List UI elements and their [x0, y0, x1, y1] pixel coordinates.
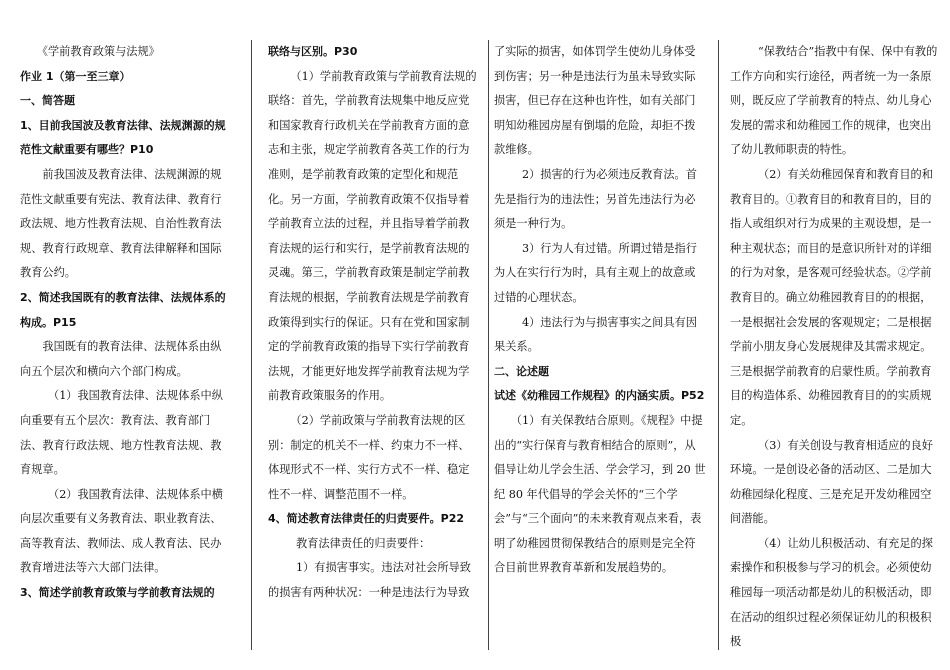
- column-divider: [251, 40, 252, 650]
- answer-4-point-3: 3）行为人有过错。所谓过错是指行为人在实行行为时，具有主观上的故意或过错的心理状态。: [494, 241, 697, 304]
- answer-2-point-1: （1）我国教育法律、法规体系中纵向重要有五个层次：教育法、教育部门法、教育行政法规、地方性教育法规、教育规章。: [20, 389, 223, 477]
- question-2: 2、简述我国既有的教育法律、法规体系的构成。P15: [20, 290, 226, 329]
- question-3-continued: 联络与区别。P30: [268, 45, 358, 58]
- essay-point-2: （2）有关幼稚园保育和教育目的和教育目的。①教育目的和教育目的，目的指人或组织对行为成果的主观设想，是一种主观状态；而目的是意识所针对的详细的行为对象，是客观可经验状态。②学前教育目的。确立幼稚园教育目的的根据，一是根据社会发展的客观规定；二是根据学前小朋友身心发展规律及其需求规定。三是根据学前教育的启蒙性质。学前教育目的构造体系、幼稚园教育目的的实质规定。: [730, 167, 933, 427]
- answer-4-point-2: 2）损害的行为必须违反教育法。首先是指行为的违法性；另首先违法行为必须是一种行为。: [494, 167, 697, 231]
- answer-3-point-2: （2）学前政策与学前教育法规的区别：制定的机关不一样、约束力不一样、体现形式不一样、实行方式不一样、稳定性不一样、调整范围不一样。: [268, 413, 470, 501]
- essay-point-1: （1）有关保教结合原则。《规程》中提出的“实行保育与教育相结合的原则”，从倡导让幼儿学会生活、学会学习，到 20 世纪 80 年代倡导的学会关怀的“三个学会”与“三个面向”的未来教育观点来看，表明了幼稚园贯彻保教结合的原则是完全符合目前世界教育革新和发展趋势的。: [494, 413, 706, 575]
- section-heading-essay: 二、论述题: [494, 364, 549, 378]
- answer-4-intro: 教育法律责任的归责要件：: [296, 536, 431, 550]
- column-divider: [718, 40, 719, 650]
- answer-1: 前我国波及教育法律、法规渊源的规范性文献重要有宪法、教育法律、教育行政法规、地方性教育法规、自治性教育法规、教育行政规章、教育法律解释和国际教育公约。: [20, 167, 222, 280]
- assignment-heading: 作业 1（第一至三章）: [20, 69, 131, 83]
- question-3: 3、简述学前教育政策与学前教育法规的: [20, 586, 215, 600]
- section-heading-short-answer: 一、简答题: [20, 94, 75, 108]
- question-1: 1、目前我国波及教育法律、法规渊源的规范性文献重要有哪些？P10: [20, 118, 226, 157]
- column-2: [268, 40, 480, 606]
- answer-3-point-1: （1）学前教育政策与学前教育法规的联络：首先，学前教育法规集中地反应党和国家教育行政机关在学前教育方面的意志和主张，规定学前教育各英工作的行为准则，是学前教育政策的定型化和规范化。另一方面，学前教育政策不仅指导着学前教育立法的过程，并且指导着学前教育法规的运行和实行，是学前教育法规的灵魂。第三，学前教育政策是制定学前教育法规的根据，学前教育法规是学前教育政策得到实行的保证。只有在党和国家制定的学前教育政策的指导下实行学前教育法规，才能更好地发挥学前教育法规为学前教育政策服务的作用。: [268, 69, 477, 403]
- question-4: 4、简述教育法律责任的归责要件。P22: [268, 512, 465, 526]
- essay-point-1-continued: “保教结合”指教中有保、保中有教的工作方向和实行途径，两者统一为一条原则，既反应了学前教育的特点、幼儿身心发展的需求和幼稚园工作的规律，也突出了幼儿教师职责的特性。: [730, 45, 938, 157]
- essay-point-3: （3）有关创设与教育相适应的良好环境。一是创设必备的活动区、二是加大幼稚园绿化程度、三是充足开发幼稚园空间潜能。: [730, 438, 933, 526]
- answer-4-point-4: 4）违法行为与损害事实之间具有因果关系。: [494, 315, 697, 354]
- answer-4-point-1-continued: 了实际的损害，如体罚学生使幼儿身体受到伤害；另一种是违法行为虽未导致实际损害，但已存在这种也许性，如有关部门明知幼稚园房屋有倒塌的危险，却拒不拨款维修。: [494, 45, 696, 157]
- column-divider: [488, 40, 489, 650]
- essay-point-4: （4）让幼儿积极活动、有充足的探索操作和积极参与学习的机会。必须使幼稚园每一项活动都是幼儿的积极活动，即在活动的组织过程必须保证幼儿的积极积极: [730, 536, 933, 649]
- answer-4-point-1: 1）有损害事实。违法对社会所导致的损害有两种状况：一种是违法行为导致: [268, 561, 471, 600]
- document-title: 《学前教育政策与法规》: [36, 45, 160, 58]
- column-3: [494, 40, 706, 581]
- answer-2-intro: 我国既有的教育法律、法规体系由纵向五个层次和横向六个部门构成。: [20, 340, 222, 378]
- column-1: [20, 40, 232, 606]
- essay-question: 试述《幼稚园工作规程》的内涵实质。P52: [494, 389, 705, 403]
- column-4: [730, 40, 942, 655]
- answer-2-point-2: （2）我国教育法律、法规体系中横向层次重要有义务教育法、职业教育法、高等教育法、教师法、成人教育法、民办教育增进法等六大部门法律。: [20, 487, 223, 575]
